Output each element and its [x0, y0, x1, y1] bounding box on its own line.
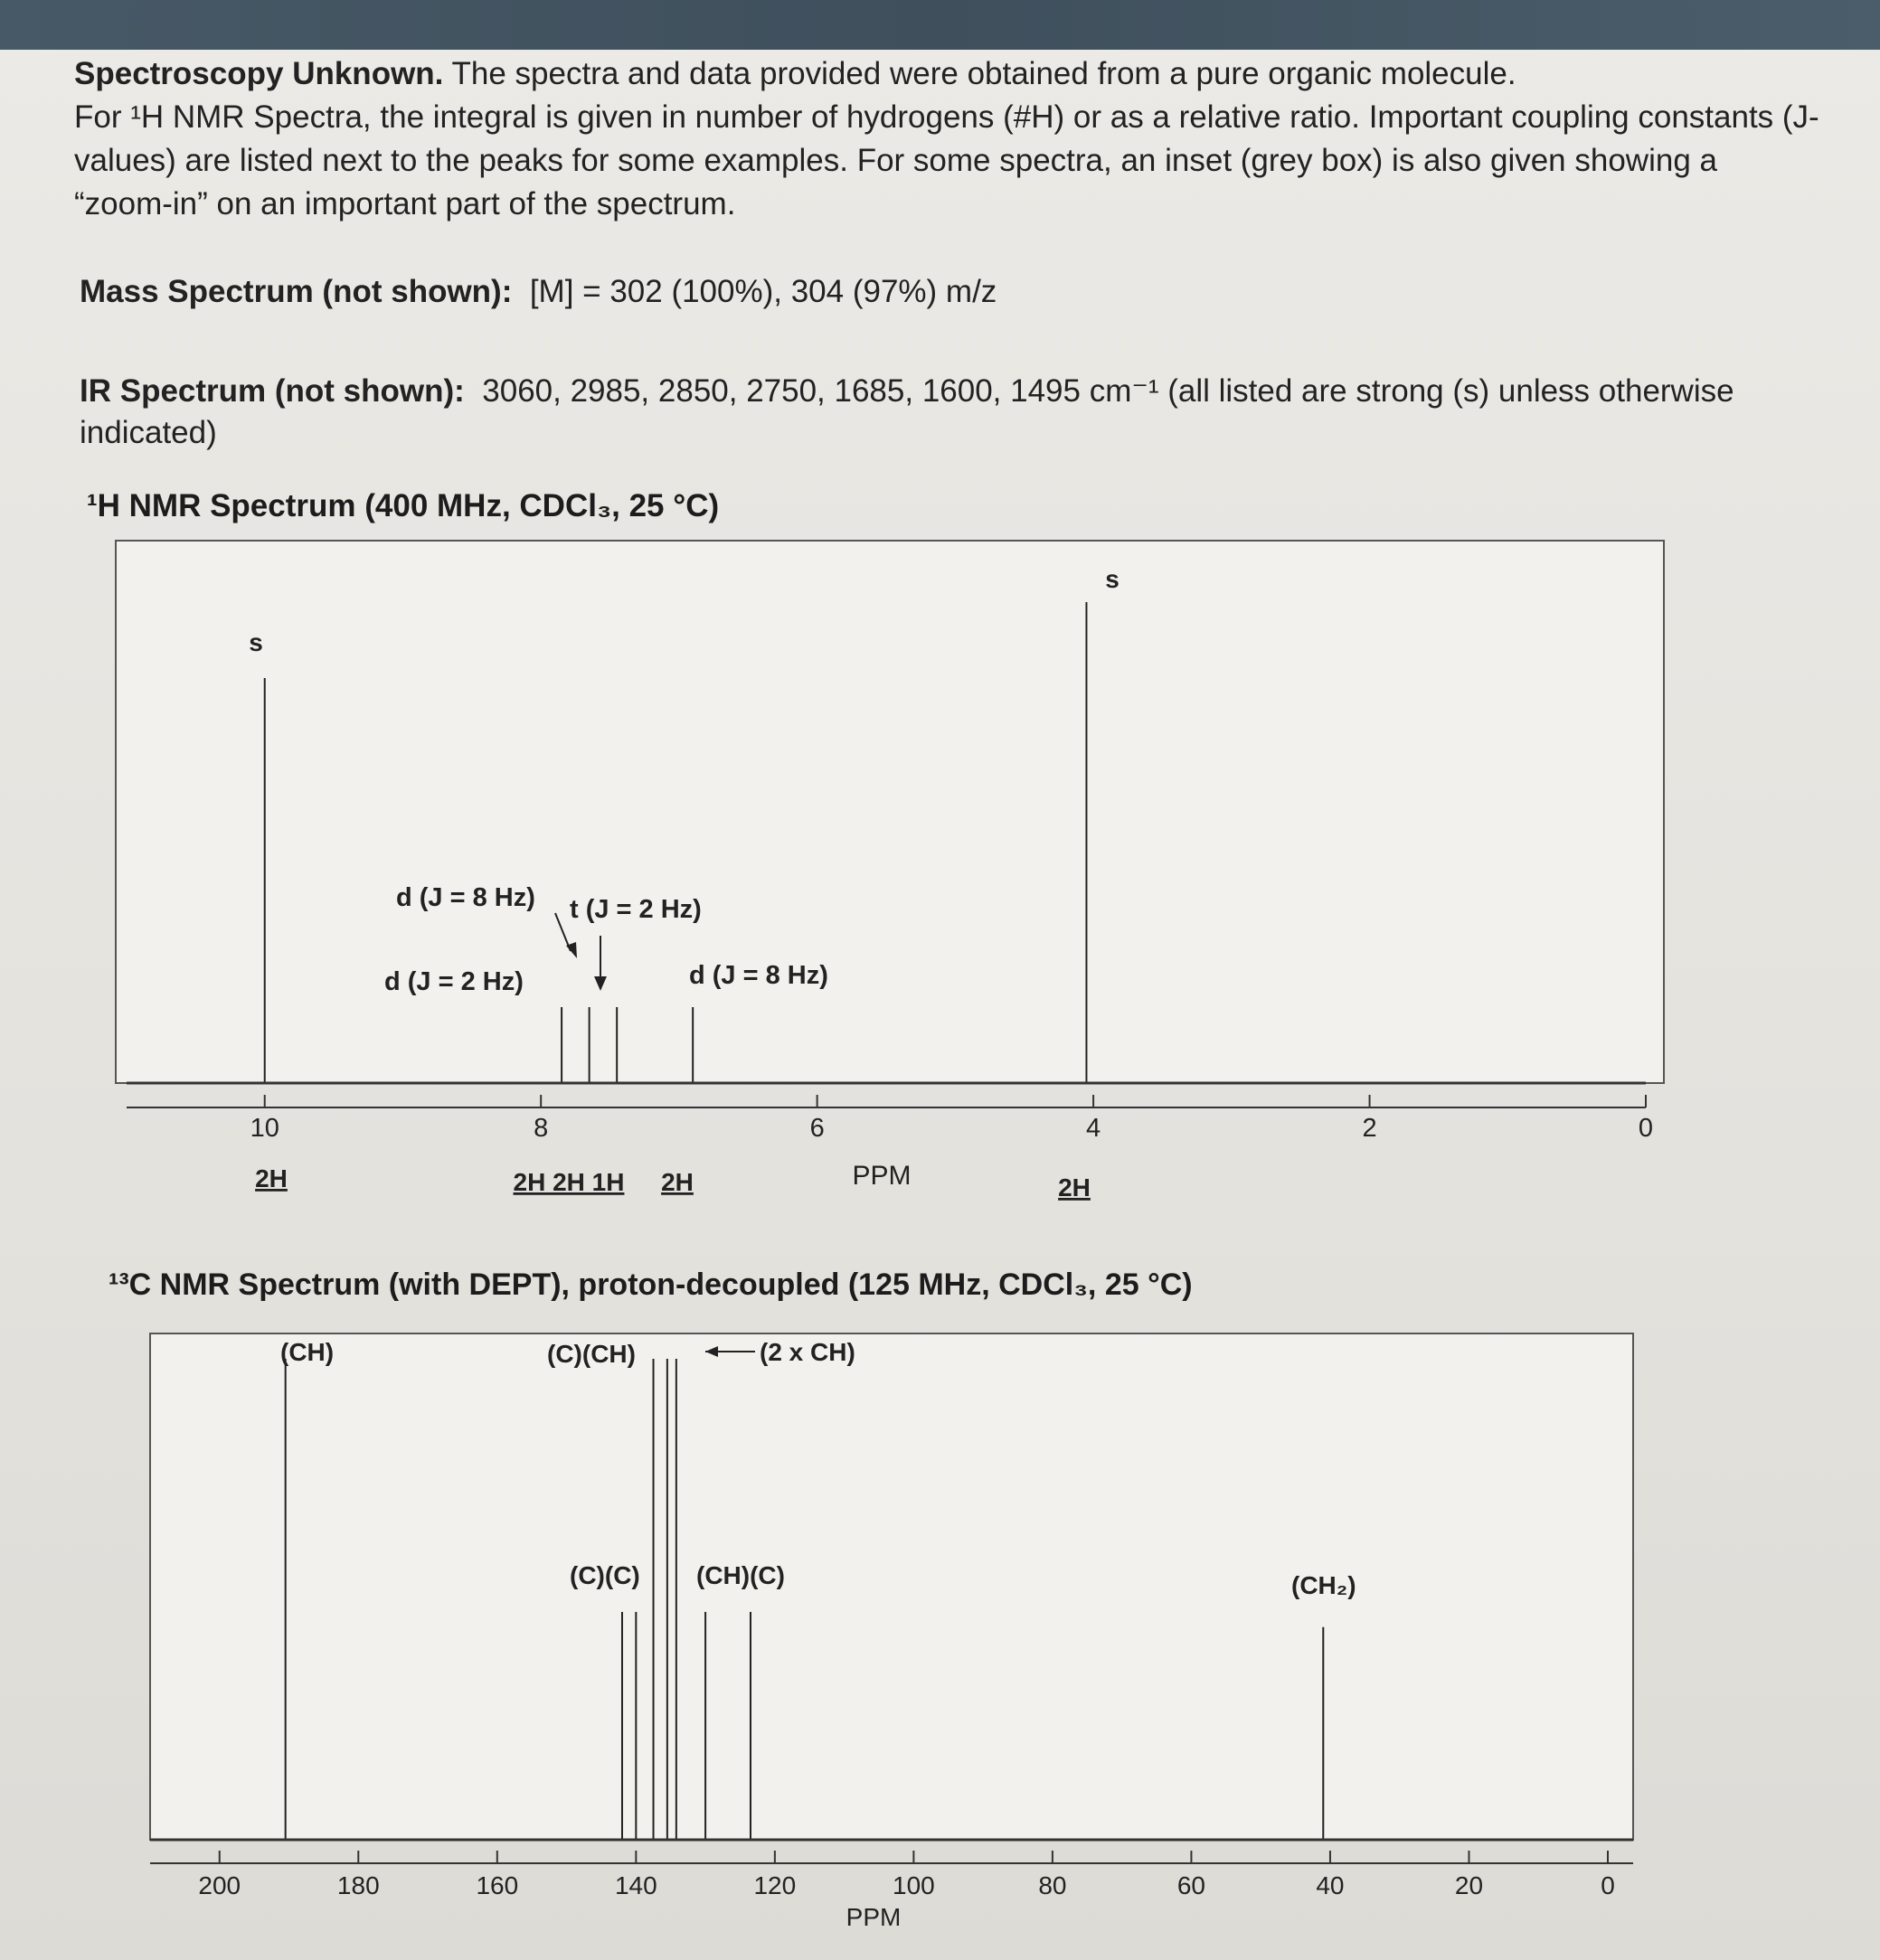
c-nmr-tick-label-60: 60 — [1176, 1871, 1206, 1899]
h-integral-40: 2H — [1058, 1173, 1091, 1201]
intro-line-1: The spectra and data provided were obtained from a pure organic molecule. — [443, 56, 1516, 91]
h-label-t2: t (J = 2 Hz) — [570, 895, 702, 924]
h-integral-10: 2H — [255, 1164, 288, 1192]
c-nmr-tick-label-140: 140 — [614, 1871, 657, 1899]
ir-spectrum-line — [80, 371, 1752, 454]
c-nmr-tick-label-20: 20 — [1454, 1871, 1484, 1899]
c-nmr-frame — [150, 1333, 1633, 1840]
c-label-ch-190: (CH) — [280, 1338, 335, 1366]
window-top-bar — [0, 0, 1880, 50]
h-integral-group: 2H 2H 1H — [513, 1168, 625, 1196]
page-title: Spectroscopy Unknown. — [74, 56, 444, 91]
c-label-ch2: (CH₂) — [1291, 1571, 1356, 1599]
c-nmr-tick-label-180: 180 — [336, 1871, 380, 1899]
h-label-d8b: d (J = 8 Hz) — [689, 961, 828, 990]
h-nmr-frame — [116, 541, 1664, 1083]
intro-paragraph: For ¹H NMR Spectra, the integral is given in number of hydrogens (#H) or as a relative ratio. Important coupling constants (J-values) are listed next to the peaks for some examples. For some spectra, an inset (grey box) is also given showing a “zoom-in” on an important part of the spectrum. — [74, 99, 1819, 221]
ir-label: IR Spectrum (not shown): — [80, 373, 465, 409]
c-axis-label: PPM — [846, 1903, 902, 1931]
c-label-2ch: (2 x CH) — [760, 1338, 855, 1366]
h-nmr-tick-label-10: 10 — [250, 1114, 279, 1143]
c-nmr-tick-label-0: 0 — [1601, 1871, 1615, 1899]
ir-value: 3060, 2985, 2850, 2750, 1685, 1600, 1495 cm⁻¹ (all listed are strong (s) unless otherwise indicated) — [80, 373, 1734, 450]
h-label-d2: d (J = 2 Hz) — [384, 967, 524, 996]
h-integral-69: 2H — [661, 1168, 694, 1196]
h-nmr-tick-label-6: 6 — [809, 1114, 825, 1143]
h-axis-label: PPM — [852, 1161, 912, 1191]
c-nmr-tick-label-200: 200 — [198, 1871, 241, 1899]
c-nmr-tick-label-40: 40 — [1316, 1871, 1345, 1899]
h-nmr-tick-label-0: 0 — [1638, 1114, 1654, 1143]
h-nmr-tick-label-8: 8 — [534, 1114, 549, 1143]
c-nmr-tick-label-120: 120 — [753, 1871, 797, 1899]
c-nmr-tick-label-80: 80 — [1038, 1871, 1067, 1899]
h-label-s-right: s — [1105, 565, 1119, 593]
h-nmr-chart — [109, 533, 1682, 1230]
mass-value: [M] = 302 (100%), 304 (97%) m/z — [529, 274, 997, 309]
c-label-ch-c: (CH)(C) — [696, 1561, 785, 1589]
c-nmr-tick-label-100: 100 — [893, 1871, 935, 1899]
h-nmr-tick-label-4: 4 — [1086, 1114, 1101, 1143]
h-label-s-left: s — [249, 628, 263, 656]
c-label-c-ch: (C)(CH) — [547, 1340, 636, 1368]
mass-spectrum-line — [80, 271, 997, 313]
h-nmr-tick-label-2: 2 — [1362, 1114, 1377, 1143]
h-label-d8a: d (J = 8 Hz) — [396, 883, 535, 912]
intro-text — [74, 52, 1819, 226]
c-nmr-title: ¹³C NMR Spectrum (with DEPT), proton-decoupled (125 MHz, CDCl₃, 25 °C) — [109, 1267, 1193, 1302]
c-nmr-chart — [145, 1324, 1664, 1939]
c-label-c-c: (C)(C) — [570, 1561, 640, 1589]
h-nmr-title: ¹H NMR Spectrum (400 MHz, CDCl₃, 25 °C) — [87, 488, 720, 523]
c-nmr-tick-label-160: 160 — [476, 1871, 519, 1899]
mass-label: Mass Spectrum (not shown): — [80, 274, 513, 309]
